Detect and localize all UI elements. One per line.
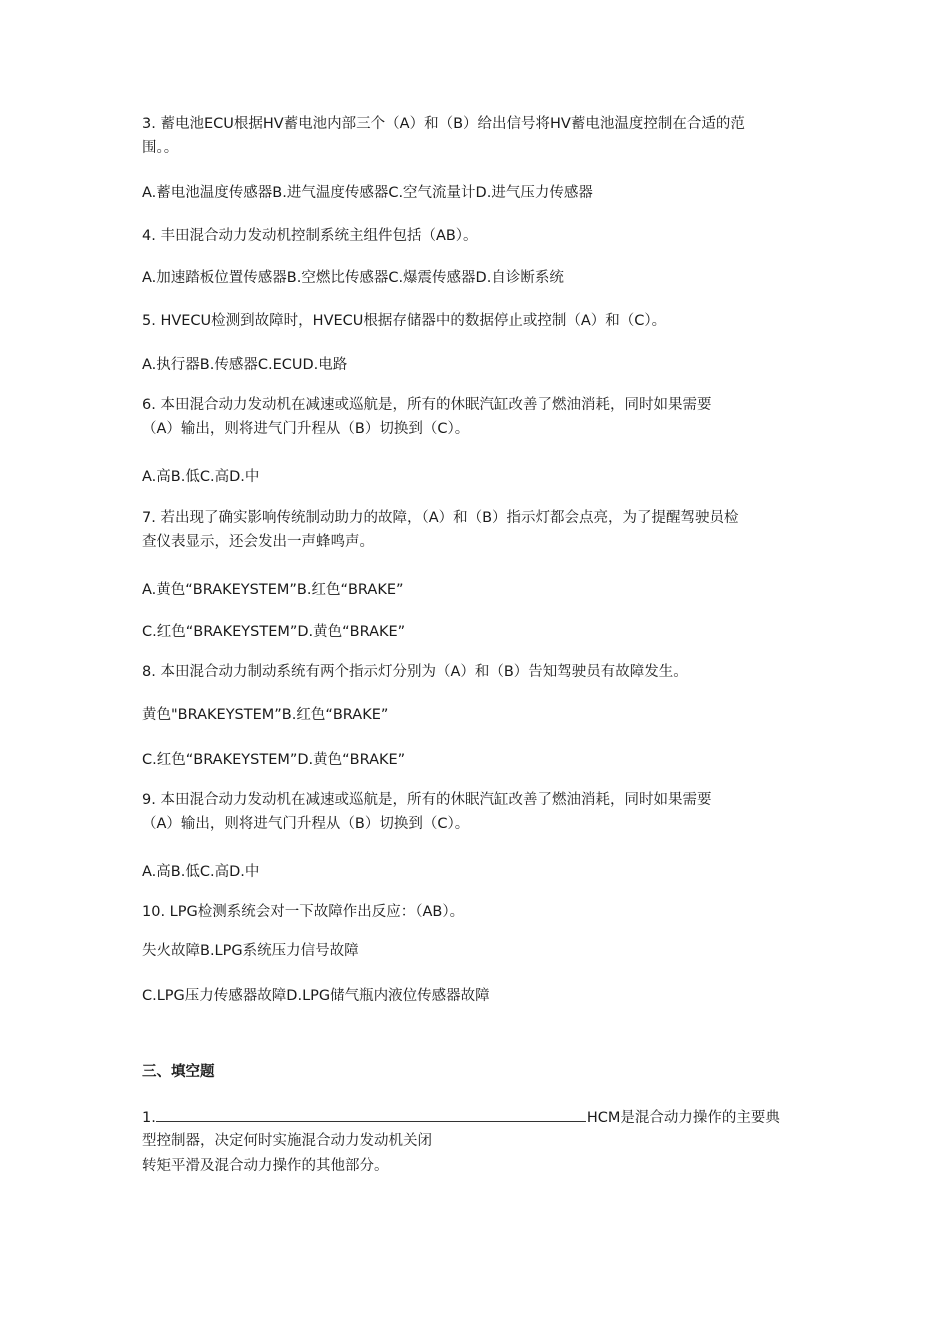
question-9-text: 9. 本田混合动力发动机在减速或巡航是，所有的休眠汽缸改善了燃油消耗，同时如果需要 — [142, 792, 712, 808]
fill-blank-number: 1. — [142, 1110, 156, 1126]
question-7-options-2: C.红色“BRAKEYSTEM”D.黄色“BRAKE” — [142, 624, 406, 640]
question-7-text: 7. 若出现了确实影响传统制动助力的故障，（A）和（B）指示灯都会点亮，为了提醒驾驶员检 — [142, 510, 739, 526]
question-6-options: A.高B.低C.高D.中 — [142, 469, 260, 485]
question-7-text-cont: 查仪表显示，还会发出一声蜂鸣声。 — [142, 534, 374, 550]
question-7-options-1: A.黄色“BRAKEYSTEM”B.红色“BRAKE” — [142, 582, 404, 598]
question-9-text-cont: （A）输出，则将进气门升程从（B）切换到（C）。 — [142, 816, 470, 832]
question-4-options: A.加速踏板位置传感器B.空燃比传感器C.爆震传感器D.自诊断系统 — [142, 270, 564, 286]
question-8-text: 8. 本田混合动力制动系统有两个指示灯分别为（A）和（B）告知驾驶员有故障发生。 — [142, 664, 688, 680]
question-3-options: A.蓄电池温度传感器B.进气温度传感器C.空气流量计D.进气压力传感器 — [142, 185, 593, 201]
question-4-text: 4. 丰田混合动力发动机控制系统主组件包括（AB）。 — [142, 228, 478, 244]
question-5-options: A.执行器B.传感器C.ECUD.电路 — [142, 357, 348, 373]
question-9-options: A.高B.低C.高D.中 — [142, 864, 260, 880]
question-3-text-cont: 围。。 — [142, 140, 179, 156]
question-8-options-2: C.红色“BRAKEYSTEM”D.黄色“BRAKE” — [142, 752, 406, 768]
question-10-text: 10. LPG检测系统会对一下故障作出反应：（AB）。 — [142, 904, 465, 920]
answer-blank-line — [156, 1107, 586, 1122]
question-8-options-1: 黄色"BRAKEYSTEM”B.红色“BRAKE” — [142, 707, 389, 723]
question-5-text: 5. HVECU检测到故障时，HVECU根据存储器中的数据停止或控制（A）和（C）。 — [142, 313, 667, 329]
question-6-text: 6. 本田混合动力发动机在减速或巡航是，所有的休眠汽缸改善了燃油消耗，同时如果需要 — [142, 397, 712, 413]
fill-blank-question-1 — [142, 1107, 780, 1128]
question-10-options-1: 失火故障B.LPG系统压力信号故障 — [142, 943, 359, 959]
fill-blank-question-1-cont2: 转矩平滑及混合动力操作的其他部分。 — [142, 1158, 389, 1174]
fill-blank-question-1-cont: 型控制器，决定何时实施混合动力发动机关闭 — [142, 1133, 432, 1149]
question-6-text-cont: （A）输出，则将进气门升程从（B）切换到（C）。 — [142, 421, 470, 437]
question-10-options-2: C.LPG压力传感器故障D.LPG储气瓶内液位传感器故障 — [142, 988, 490, 1004]
question-3-text: 3. 蓄电池ECU根据HV蓄电池内部三个（A）和（B）给出信号将HV蓄电池温度控制在合适的范 — [142, 116, 745, 132]
section-heading-fill-in: 三、填空题 — [142, 1064, 215, 1080]
fill-blank-text: HCM是混合动力操作的主要典 — [586, 1110, 780, 1126]
